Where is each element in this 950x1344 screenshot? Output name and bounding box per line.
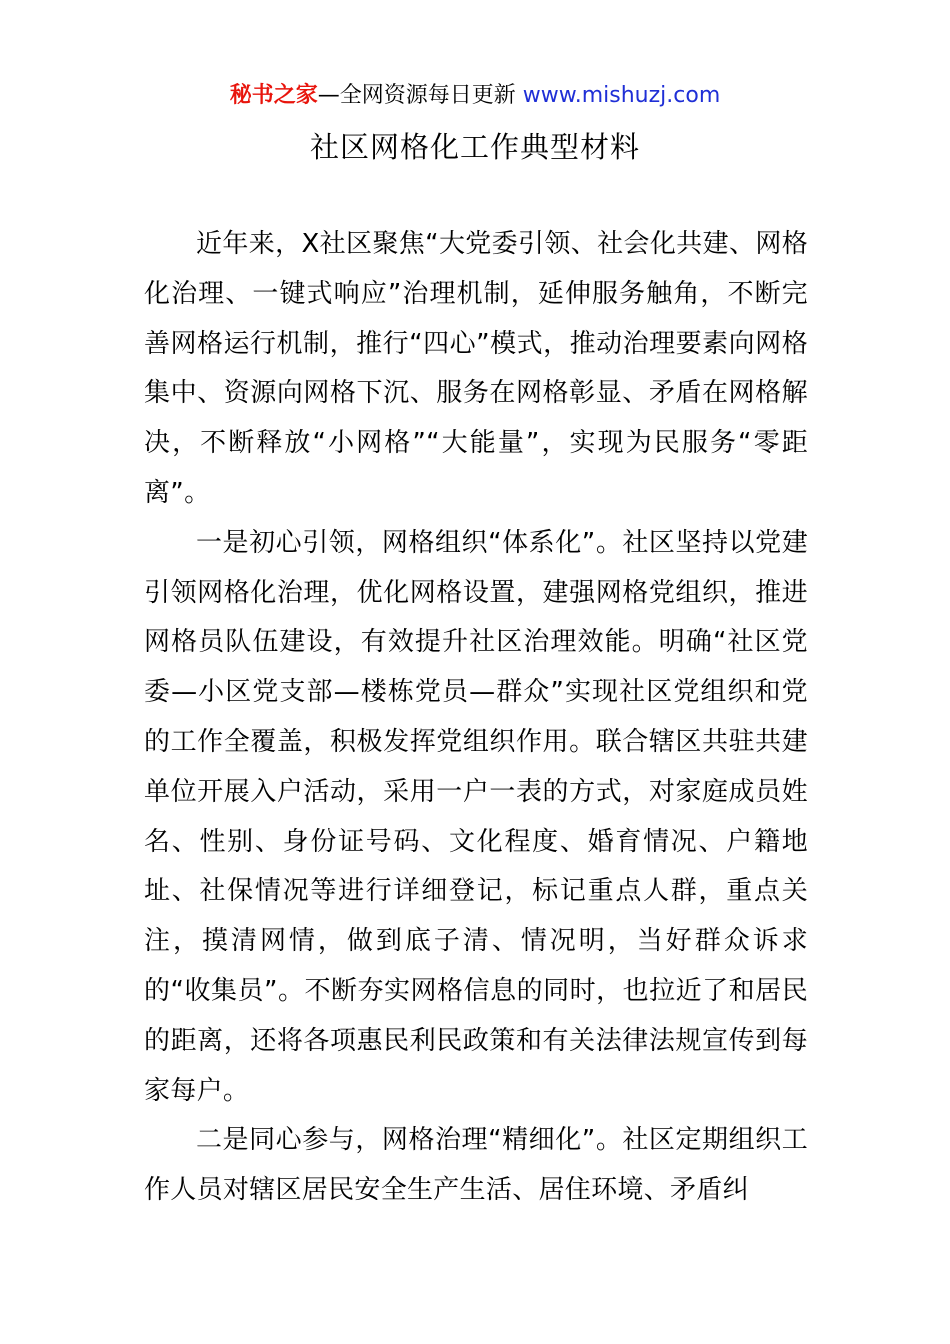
site-header bbox=[0, 80, 950, 112]
brand-name: 秘书之家 bbox=[229, 83, 318, 108]
document-body bbox=[144, 220, 808, 1216]
site-url-link[interactable]: www.mishuzj.com bbox=[522, 83, 721, 108]
paragraph-section-2: 二是同心参与，网格治理“精细化”。社区定期组织工作人员对辖区居民安全生产生活、居住环境、矛盾纠 bbox=[144, 1125, 808, 1206]
paragraph-section-1: 一是初心引领，网格组织“体系化”。社区坚持以党建引领网格化治理，优化网格设置，建强网格党组织，推进网格员队伍建设，有效提升社区治理效能。明确“社区党委—小区党支部—楼栋党员—群众”实现社区党组织和党的工作全覆盖，积极发挥党组织作用。联合辖区共驻共建单位开展入户活动，采用一户一表的方式，对家庭成员姓名、性别、身份证号码、文化程度、婚育情况、户籍地址、社保情况等进行详细登记，标记重点人群，重点关注，摸清网情，做到底子清、情况明，当好群众诉求的“收集员”。不断夯实网格信息的同时，也拉近了和居民的距离，还将各项惠民利民政策和有关法律法规宣传到每家每户。 bbox=[144, 527, 808, 1106]
header-tagline: —全网资源每日更新 bbox=[317, 83, 516, 108]
paragraph-intro: 近年来，X社区聚焦“大党委引领、社会化共建、网格化治理、一键式响应”治理机制，延伸服务触角，不断完善网格运行机制，推行“四心”模式，推动治理要素向网格集中、资源向网格下沉、服务在网格彰显、矛盾在网格解决，不断释放“小网格”“大能量”，实现为民服务“零距离”。 bbox=[144, 229, 808, 508]
document-title: 社区网格化工作典型材料 bbox=[309, 130, 640, 164]
